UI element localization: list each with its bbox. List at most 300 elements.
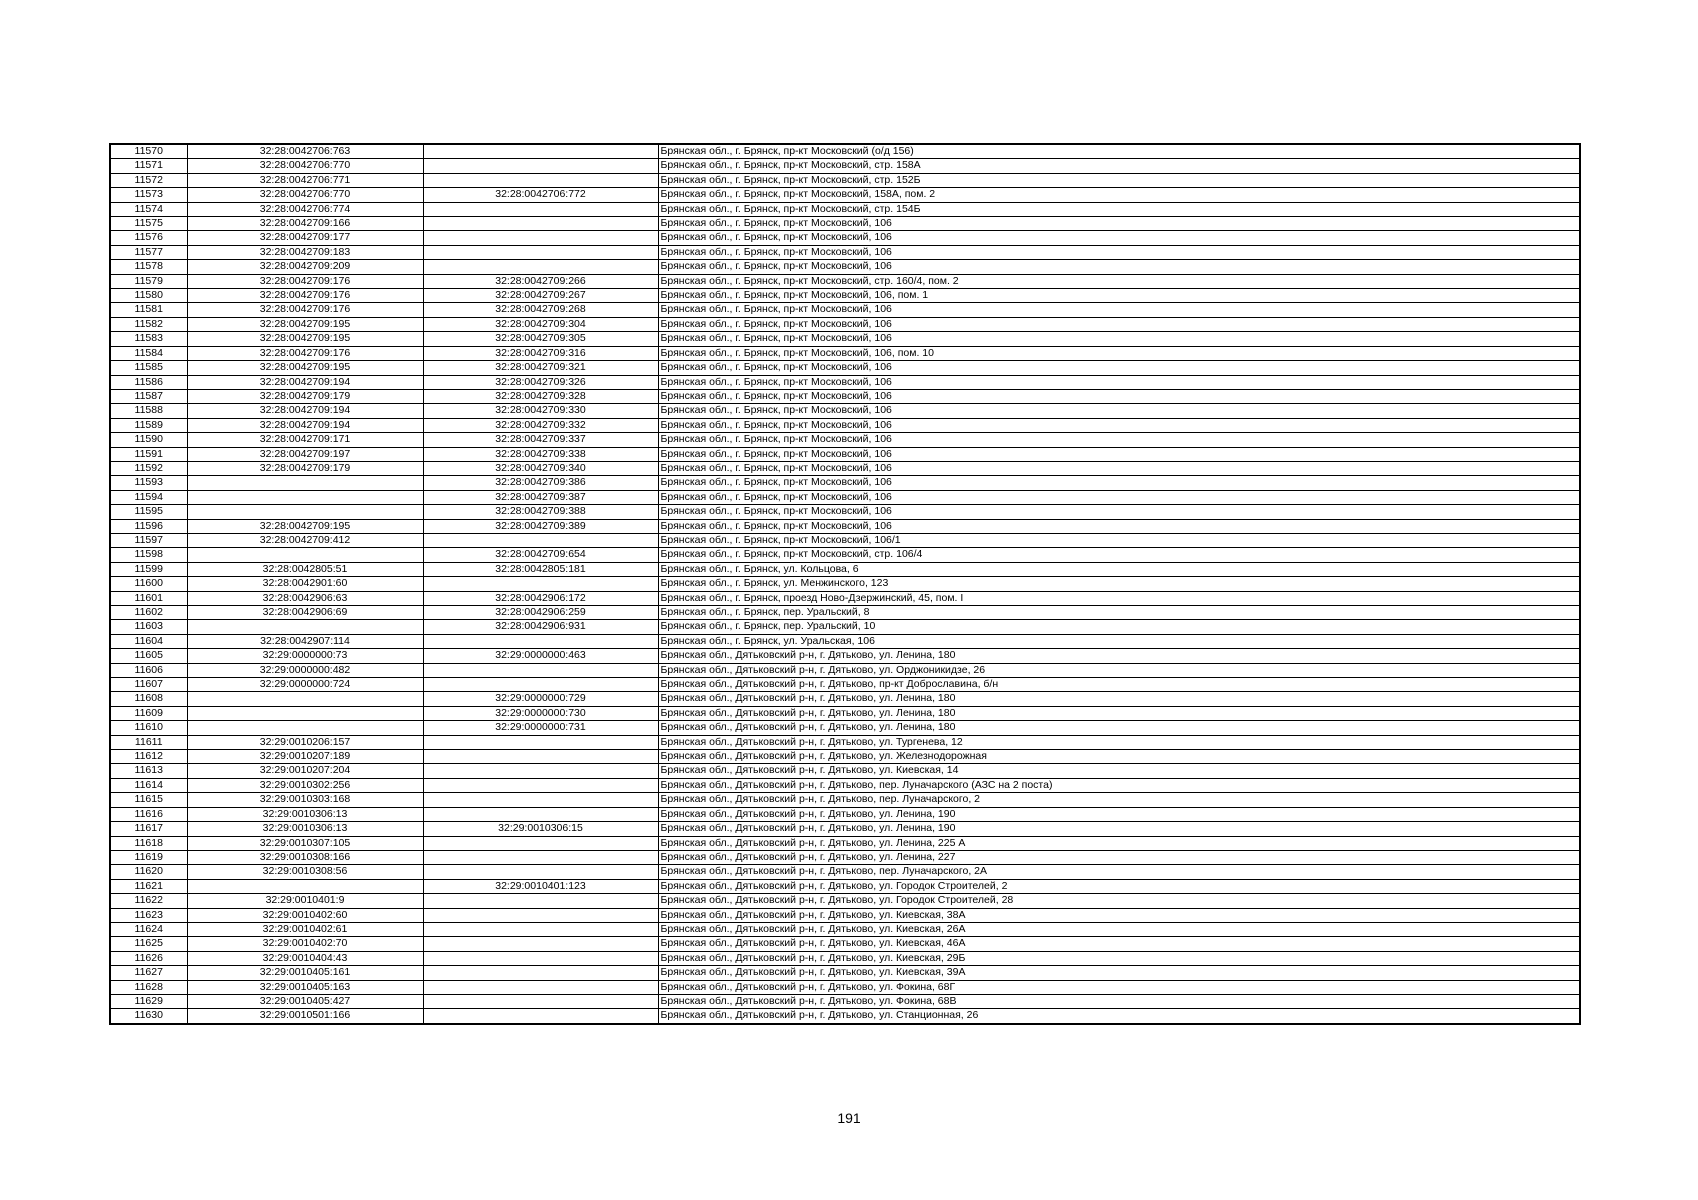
table-row — [110, 706, 1580, 720]
row-number-cell: 11616 — [110, 807, 187, 821]
address-cell: Брянская обл., г. Брянск, пр-кт Московский, 106 — [658, 476, 1580, 490]
cadastral-number-cell: 32:28:0042709:194 — [187, 375, 423, 389]
row-number-cell: 11592 — [110, 461, 187, 475]
related-cadastral-number-cell: 32:29:0000000:463 — [423, 649, 658, 663]
row-number-cell: 11628 — [110, 980, 187, 994]
address-cell: Брянская обл., г. Брянск, пр-кт Московский, 106 — [658, 361, 1580, 375]
address-cell: Брянская обл., г. Брянск, ул. Кольцова, 6 — [658, 562, 1580, 576]
address-cell: Брянская обл., Дятьковский р-н, г. Дятьково, ул. Железнодорожная — [658, 750, 1580, 764]
cadastral-number-cell: 32:28:0042709:194 — [187, 418, 423, 432]
row-number-cell: 11590 — [110, 433, 187, 447]
cadastral-number-cell: 32:29:0010501:166 — [187, 1009, 423, 1024]
row-number-cell: 11586 — [110, 375, 187, 389]
cadastral-number-cell: 32:28:0042709:176 — [187, 289, 423, 303]
cadastral-number-cell: 32:28:0042709:195 — [187, 317, 423, 331]
cadastral-number-cell: 32:28:0042709:197 — [187, 447, 423, 461]
row-number-cell: 11593 — [110, 476, 187, 490]
cadastral-number-cell: 32:28:0042709:171 — [187, 433, 423, 447]
address-cell: Брянская обл., г. Брянск, пр-кт Московский, 106 — [658, 519, 1580, 533]
table-row — [110, 764, 1580, 778]
table-row — [110, 937, 1580, 951]
row-number-cell: 11617 — [110, 822, 187, 836]
cadastral-number-cell: 32:29:0010405:427 — [187, 994, 423, 1008]
table-row — [110, 822, 1580, 836]
row-number-cell: 11603 — [110, 620, 187, 634]
address-cell: Брянская обл., г. Брянск, пр-кт Московский, 106, пом. 1 — [658, 289, 1580, 303]
cadastral-number-cell — [187, 879, 423, 893]
table-row — [110, 461, 1580, 475]
table-row — [110, 591, 1580, 605]
related-cadastral-number-cell — [423, 966, 658, 980]
table-row — [110, 879, 1580, 893]
cadastral-register-table — [109, 143, 1581, 1025]
row-number-cell: 11629 — [110, 994, 187, 1008]
address-cell: Брянская обл., г. Брянск, пр-кт Московский, стр. 160/4, пом. 2 — [658, 274, 1580, 288]
cadastral-number-cell: 32:28:0042709:195 — [187, 332, 423, 346]
address-cell: Брянская обл., Дятьковский р-н, г. Дятьково, пер. Луначарского, 2 — [658, 793, 1580, 807]
cadastral-number-cell: 32:29:0010206:157 — [187, 735, 423, 749]
related-cadastral-number-cell — [423, 735, 658, 749]
cadastral-number-cell: 32:28:0042709:176 — [187, 274, 423, 288]
row-number-cell: 11601 — [110, 591, 187, 605]
table-row — [110, 663, 1580, 677]
row-number-cell: 11574 — [110, 202, 187, 216]
address-cell: Брянская обл., г. Брянск, пр-кт Московский, стр. 152Б — [658, 173, 1580, 187]
table-row — [110, 217, 1580, 231]
cadastral-number-cell: 32:29:0010401:9 — [187, 894, 423, 908]
address-cell: Брянская обл., г. Брянск, пр-кт Московский, 106 — [658, 461, 1580, 475]
row-number-cell: 11612 — [110, 750, 187, 764]
row-number-cell: 11622 — [110, 894, 187, 908]
address-cell: Брянская обл., Дятьковский р-н, г. Дятьково, ул. Киевская, 38А — [658, 908, 1580, 922]
table-row — [110, 404, 1580, 418]
cadastral-number-cell: 32:28:0042706:771 — [187, 173, 423, 187]
row-number-cell: 11584 — [110, 346, 187, 360]
table-row — [110, 389, 1580, 403]
table-row — [110, 375, 1580, 389]
cadastral-number-cell: 32:28:0042706:770 — [187, 159, 423, 173]
address-cell: Брянская обл., Дятьковский р-н, г. Дятьково, ул. Ленина, 227 — [658, 850, 1580, 864]
table-row — [110, 231, 1580, 245]
cadastral-number-cell: 32:29:0010302:256 — [187, 778, 423, 792]
cadastral-number-cell: 32:28:0042709:195 — [187, 519, 423, 533]
cadastral-number-cell: 32:28:0042709:179 — [187, 389, 423, 403]
row-number-cell: 11621 — [110, 879, 187, 893]
address-cell: Брянская обл., г. Брянск, пр-кт Московский, 106 — [658, 490, 1580, 504]
address-cell: Брянская обл., г. Брянск, пр-кт Московский, 106/1 — [658, 533, 1580, 547]
related-cadastral-number-cell: 32:29:0010306:15 — [423, 822, 658, 836]
table-row — [110, 577, 1580, 591]
table-row — [110, 735, 1580, 749]
row-number-cell: 11573 — [110, 188, 187, 202]
address-cell: Брянская обл., г. Брянск, пр-кт Московский, стр. 158А — [658, 159, 1580, 173]
related-cadastral-number-cell — [423, 850, 658, 864]
table-row — [110, 188, 1580, 202]
table-row — [110, 850, 1580, 864]
table-row — [110, 159, 1580, 173]
row-number-cell: 11606 — [110, 663, 187, 677]
address-cell: Брянская обл., г. Брянск, пер. Уральский, 10 — [658, 620, 1580, 634]
related-cadastral-number-cell — [423, 807, 658, 821]
row-number-cell: 11627 — [110, 966, 187, 980]
address-cell: Брянская обл., г. Брянск, пр-кт Московский, 106 — [658, 505, 1580, 519]
cadastral-number-cell: 32:29:0010402:60 — [187, 908, 423, 922]
row-number-cell: 11619 — [110, 850, 187, 864]
table-row — [110, 274, 1580, 288]
related-cadastral-number-cell: 32:28:0042906:931 — [423, 620, 658, 634]
cadastral-number-cell: 32:29:0000000:73 — [187, 649, 423, 663]
address-cell: Брянская обл., г. Брянск, пр-кт Московский, 106 — [658, 433, 1580, 447]
address-cell: Брянская обл., г. Брянск, пр-кт Московский, 106 — [658, 231, 1580, 245]
related-cadastral-number-cell — [423, 951, 658, 965]
row-number-cell: 11618 — [110, 836, 187, 850]
address-cell: Брянская обл., Дятьковский р-н, г. Дятьково, ул. Киевская, 26А — [658, 922, 1580, 936]
related-cadastral-number-cell — [423, 1009, 658, 1024]
page-number: 191 — [837, 1110, 861, 1126]
cadastral-number-cell — [187, 490, 423, 504]
table-row — [110, 836, 1580, 850]
row-number-cell: 11585 — [110, 361, 187, 375]
related-cadastral-number-cell: 32:28:0042709:340 — [423, 461, 658, 475]
related-cadastral-number-cell — [423, 173, 658, 187]
table-row — [110, 966, 1580, 980]
address-cell: Брянская обл., г. Брянск, пр-кт Московский, 106 — [658, 317, 1580, 331]
address-cell: Брянская обл., г. Брянск, пр-кт Московский, 106 — [658, 404, 1580, 418]
cadastral-number-cell — [187, 505, 423, 519]
address-cell: Брянская обл., Дятьковский р-н, г. Дятьково, ул. Киевская, 46А — [658, 937, 1580, 951]
address-cell: Брянская обл., г. Брянск, пр-кт Московский, стр. 154Б — [658, 202, 1580, 216]
address-cell: Брянская обл., Дятьковский р-н, г. Дятьково, ул. Тургенева, 12 — [658, 735, 1580, 749]
related-cadastral-number-cell — [423, 980, 658, 994]
row-number-cell: 11620 — [110, 865, 187, 879]
row-number-cell: 11599 — [110, 562, 187, 576]
row-number-cell: 11575 — [110, 217, 187, 231]
cadastral-number-cell: 32:29:0010207:189 — [187, 750, 423, 764]
row-number-cell: 11587 — [110, 389, 187, 403]
table-row — [110, 260, 1580, 274]
related-cadastral-number-cell: 32:28:0042709:332 — [423, 418, 658, 432]
address-cell: Брянская обл., г. Брянск, пр-кт Московский, 106 — [658, 260, 1580, 274]
related-cadastral-number-cell: 32:29:0000000:731 — [423, 721, 658, 735]
table-row — [110, 418, 1580, 432]
address-cell: Брянская обл., г. Брянск, пр-кт Московский, 106 — [658, 245, 1580, 259]
address-cell: Брянская обл., г. Брянск, пр-кт Московский, 106 — [658, 418, 1580, 432]
related-cadastral-number-cell — [423, 577, 658, 591]
address-cell: Брянская обл., Дятьковский р-н, г. Дятьково, ул. Ленина, 190 — [658, 807, 1580, 821]
related-cadastral-number-cell: 32:28:0042709:389 — [423, 519, 658, 533]
row-number-cell: 11576 — [110, 231, 187, 245]
table-row — [110, 548, 1580, 562]
related-cadastral-number-cell: 32:29:0010401:123 — [423, 879, 658, 893]
table-row — [110, 433, 1580, 447]
related-cadastral-number-cell — [423, 260, 658, 274]
cadastral-number-cell: 32:29:0010405:163 — [187, 980, 423, 994]
table-row — [110, 678, 1580, 692]
table-row — [110, 447, 1580, 461]
address-cell: Брянская обл., г. Брянск, пр-кт Московский, 158А, пом. 2 — [658, 188, 1580, 202]
related-cadastral-number-cell: 32:28:0042709:321 — [423, 361, 658, 375]
related-cadastral-number-cell — [423, 922, 658, 936]
related-cadastral-number-cell: 32:28:0042709:267 — [423, 289, 658, 303]
table-row — [110, 750, 1580, 764]
table-row — [110, 606, 1580, 620]
related-cadastral-number-cell — [423, 764, 658, 778]
table-row — [110, 346, 1580, 360]
related-cadastral-number-cell: 32:28:0042709:268 — [423, 303, 658, 317]
address-cell: Брянская обл., Дятьковский р-н, г. Дятьково, пер. Луначарского, 2А — [658, 865, 1580, 879]
row-number-cell: 11605 — [110, 649, 187, 663]
table-row — [110, 202, 1580, 216]
address-cell: Брянская обл., Дятьковский р-н, г. Дятьково, ул. Ленина, 180 — [658, 649, 1580, 663]
address-cell: Брянская обл., Дятьковский р-н, г. Дятьково, ул. Ленина, 180 — [658, 706, 1580, 720]
related-cadastral-number-cell — [423, 908, 658, 922]
related-cadastral-number-cell: 32:28:0042709:305 — [423, 332, 658, 346]
table-row — [110, 951, 1580, 965]
address-cell: Брянская обл., г. Брянск, пр-кт Московский, 106 — [658, 303, 1580, 317]
cadastral-number-cell — [187, 706, 423, 720]
related-cadastral-number-cell — [423, 750, 658, 764]
row-number-cell: 11624 — [110, 922, 187, 936]
address-cell: Брянская обл., г. Брянск, пр-кт Московский, 106 — [658, 389, 1580, 403]
related-cadastral-number-cell: 32:29:0000000:730 — [423, 706, 658, 720]
cadastral-number-cell: 32:29:0010307:105 — [187, 836, 423, 850]
table-row — [110, 173, 1580, 187]
cadastral-number-cell: 32:28:0042709:176 — [187, 303, 423, 317]
address-cell: Брянская обл., Дятьковский р-н, г. Дятьково, ул. Городок Строителей, 2 — [658, 879, 1580, 893]
related-cadastral-number-cell: 32:28:0042709:326 — [423, 375, 658, 389]
table-row — [110, 332, 1580, 346]
table-row — [110, 1009, 1580, 1024]
table-row — [110, 865, 1580, 879]
address-cell: Брянская обл., г. Брянск, пр-кт Московский, 106, пом. 10 — [658, 346, 1580, 360]
cadastral-number-cell: 32:28:0042709:183 — [187, 245, 423, 259]
table-row — [110, 144, 1580, 159]
table-row — [110, 519, 1580, 533]
address-cell: Брянская обл., г. Брянск, пр-кт Московский, 106 — [658, 332, 1580, 346]
cadastral-number-cell: 32:28:0042709:177 — [187, 231, 423, 245]
table-row — [110, 994, 1580, 1008]
address-cell: Брянская обл., г. Брянск, пер. Уральский, 8 — [658, 606, 1580, 620]
address-cell: Брянская обл., г. Брянск, пр-кт Московский, 106 — [658, 217, 1580, 231]
cadastral-number-cell: 32:29:0010405:161 — [187, 966, 423, 980]
cadastral-number-cell: 32:28:0042906:69 — [187, 606, 423, 620]
row-number-cell: 11595 — [110, 505, 187, 519]
related-cadastral-number-cell: 32:28:0042709:386 — [423, 476, 658, 490]
cadastral-number-cell: 32:28:0042706:763 — [187, 144, 423, 159]
table-row — [110, 505, 1580, 519]
row-number-cell: 11607 — [110, 678, 187, 692]
address-cell: Брянская обл., г. Брянск, ул. Уральская, 106 — [658, 634, 1580, 648]
row-number-cell: 11614 — [110, 778, 187, 792]
address-cell: Брянская обл., Дятьковский р-н, г. Дятьково, пер. Луначарского (АЗС на 2 поста) — [658, 778, 1580, 792]
address-cell: Брянская обл., Дятьковский р-н, г. Дятьково, пр-кт Доброславина, б/н — [658, 678, 1580, 692]
row-number-cell: 11591 — [110, 447, 187, 461]
table-row — [110, 303, 1580, 317]
table-row — [110, 289, 1580, 303]
address-cell: Брянская обл., г. Брянск, пр-кт Московский, 106 — [658, 375, 1580, 389]
cadastral-number-cell — [187, 721, 423, 735]
related-cadastral-number-cell — [423, 678, 658, 692]
related-cadastral-number-cell: 32:28:0042709:337 — [423, 433, 658, 447]
related-cadastral-number-cell: 32:28:0042805:181 — [423, 562, 658, 576]
related-cadastral-number-cell — [423, 245, 658, 259]
cadastral-number-cell: 32:28:0042805:51 — [187, 562, 423, 576]
table-row — [110, 533, 1580, 547]
table-body — [110, 144, 1580, 1024]
related-cadastral-number-cell — [423, 937, 658, 951]
address-cell: Брянская обл., г. Брянск, ул. Менжинского, 123 — [658, 577, 1580, 591]
address-cell: Брянская обл., Дятьковский р-н, г. Дятьково, ул. Фокина, 68В — [658, 994, 1580, 1008]
cadastral-number-cell: 32:29:0010404:43 — [187, 951, 423, 965]
related-cadastral-number-cell: 32:28:0042906:259 — [423, 606, 658, 620]
row-number-cell: 11598 — [110, 548, 187, 562]
table-row — [110, 490, 1580, 504]
row-number-cell: 11583 — [110, 332, 187, 346]
table-row — [110, 721, 1580, 735]
cadastral-number-cell — [187, 620, 423, 634]
row-number-cell: 11571 — [110, 159, 187, 173]
related-cadastral-number-cell: 32:28:0042709:338 — [423, 447, 658, 461]
cadastral-number-cell: 32:29:0010308:56 — [187, 865, 423, 879]
cadastral-number-cell: 32:29:0010306:13 — [187, 807, 423, 821]
row-number-cell: 11604 — [110, 634, 187, 648]
row-number-cell: 11581 — [110, 303, 187, 317]
related-cadastral-number-cell — [423, 533, 658, 547]
table-row — [110, 778, 1580, 792]
related-cadastral-number-cell: 32:28:0042709:316 — [423, 346, 658, 360]
cadastral-number-cell: 32:29:0010402:70 — [187, 937, 423, 951]
related-cadastral-number-cell: 32:28:0042709:388 — [423, 505, 658, 519]
row-number-cell: 11596 — [110, 519, 187, 533]
cadastral-number-cell — [187, 476, 423, 490]
row-number-cell: 11625 — [110, 937, 187, 951]
row-number-cell: 11582 — [110, 317, 187, 331]
table-row — [110, 922, 1580, 936]
row-number-cell: 11597 — [110, 533, 187, 547]
related-cadastral-number-cell: 32:28:0042906:172 — [423, 591, 658, 605]
address-cell: Брянская обл., Дятьковский р-н, г. Дятьково, ул. Ленина, 180 — [658, 721, 1580, 735]
address-cell: Брянская обл., Дятьковский р-н, г. Дятьково, ул. Станционная, 26 — [658, 1009, 1580, 1024]
related-cadastral-number-cell: 32:28:0042709:330 — [423, 404, 658, 418]
related-cadastral-number-cell — [423, 231, 658, 245]
table-row — [110, 649, 1580, 663]
related-cadastral-number-cell — [423, 663, 658, 677]
row-number-cell: 11609 — [110, 706, 187, 720]
related-cadastral-number-cell: 32:28:0042709:328 — [423, 389, 658, 403]
row-number-cell: 11588 — [110, 404, 187, 418]
table-row — [110, 562, 1580, 576]
row-number-cell: 11578 — [110, 260, 187, 274]
address-cell: Брянская обл., г. Брянск, проезд Ново-Дзержинский, 45, пом. I — [658, 591, 1580, 605]
cadastral-number-cell — [187, 548, 423, 562]
table-row — [110, 908, 1580, 922]
cadastral-number-cell: 32:29:0010303:168 — [187, 793, 423, 807]
related-cadastral-number-cell — [423, 217, 658, 231]
related-cadastral-number-cell: 32:28:0042709:304 — [423, 317, 658, 331]
related-cadastral-number-cell — [423, 778, 658, 792]
related-cadastral-number-cell: 32:28:0042706:772 — [423, 188, 658, 202]
address-cell: Брянская обл., Дятьковский р-н, г. Дятьково, ул. Орджоникидзе, 26 — [658, 663, 1580, 677]
cadastral-number-cell: 32:28:0042709:412 — [187, 533, 423, 547]
cadastral-number-cell: 32:28:0042709:195 — [187, 361, 423, 375]
address-cell: Брянская обл., Дятьковский р-н, г. Дятьково, ул. Киевская, 14 — [658, 764, 1580, 778]
table-row — [110, 245, 1580, 259]
related-cadastral-number-cell: 32:28:0042709:387 — [423, 490, 658, 504]
related-cadastral-number-cell — [423, 793, 658, 807]
table-row — [110, 476, 1580, 490]
related-cadastral-number-cell: 32:28:0042709:654 — [423, 548, 658, 562]
table-row — [110, 317, 1580, 331]
cadastral-number-cell: 32:28:0042906:63 — [187, 591, 423, 605]
cadastral-number-cell: 32:29:0000000:724 — [187, 678, 423, 692]
address-cell: Брянская обл., Дятьковский р-н, г. Дятьково, ул. Ленина, 225 А — [658, 836, 1580, 850]
row-number-cell: 11580 — [110, 289, 187, 303]
related-cadastral-number-cell — [423, 865, 658, 879]
row-number-cell: 11600 — [110, 577, 187, 591]
table-row — [110, 980, 1580, 994]
address-cell: Брянская обл., г. Брянск, пр-кт Московский (о/д 156) — [658, 144, 1580, 159]
table-row — [110, 692, 1580, 706]
table-row — [110, 894, 1580, 908]
table-row — [110, 620, 1580, 634]
related-cadastral-number-cell — [423, 836, 658, 850]
related-cadastral-number-cell: 32:29:0000000:729 — [423, 692, 658, 706]
row-number-cell: 11594 — [110, 490, 187, 504]
row-number-cell: 11589 — [110, 418, 187, 432]
related-cadastral-number-cell — [423, 994, 658, 1008]
row-number-cell: 11626 — [110, 951, 187, 965]
table-row — [110, 634, 1580, 648]
row-number-cell: 11577 — [110, 245, 187, 259]
cadastral-number-cell — [187, 692, 423, 706]
row-number-cell: 11630 — [110, 1009, 187, 1024]
cadastral-number-cell: 32:28:0042709:179 — [187, 461, 423, 475]
cadastral-number-cell: 32:29:0010308:166 — [187, 850, 423, 864]
row-number-cell: 11602 — [110, 606, 187, 620]
related-cadastral-number-cell — [423, 144, 658, 159]
row-number-cell: 11610 — [110, 721, 187, 735]
address-cell: Брянская обл., Дятьковский р-н, г. Дятьково, ул. Городок Строителей, 28 — [658, 894, 1580, 908]
cadastral-number-cell: 32:28:0042706:774 — [187, 202, 423, 216]
related-cadastral-number-cell — [423, 634, 658, 648]
related-cadastral-number-cell — [423, 202, 658, 216]
cadastral-number-cell: 32:28:0042709:194 — [187, 404, 423, 418]
address-cell: Брянская обл., г. Брянск, пр-кт Московский, стр. 106/4 — [658, 548, 1580, 562]
table-row — [110, 807, 1580, 821]
row-number-cell: 11615 — [110, 793, 187, 807]
cadastral-number-cell: 32:29:0010402:61 — [187, 922, 423, 936]
address-cell: Брянская обл., Дятьковский р-н, г. Дятьково, ул. Ленина, 180 — [658, 692, 1580, 706]
cadastral-number-cell: 32:28:0042901:60 — [187, 577, 423, 591]
row-number-cell: 11570 — [110, 144, 187, 159]
address-cell: Брянская обл., Дятьковский р-н, г. Дятьково, ул. Киевская, 29Б — [658, 951, 1580, 965]
cadastral-number-cell: 32:29:0010306:13 — [187, 822, 423, 836]
cadastral-number-cell: 32:29:0010207:204 — [187, 764, 423, 778]
address-cell: Брянская обл., Дятьковский р-н, г. Дятьково, ул. Ленина, 190 — [658, 822, 1580, 836]
cadastral-number-cell: 32:28:0042709:176 — [187, 346, 423, 360]
cadastral-number-cell: 32:28:0042706:770 — [187, 188, 423, 202]
cadastral-number-cell: 32:28:0042907:114 — [187, 634, 423, 648]
row-number-cell: 11613 — [110, 764, 187, 778]
address-cell: Брянская обл., г. Брянск, пр-кт Московский, 106 — [658, 447, 1580, 461]
cadastral-number-cell: 32:28:0042709:209 — [187, 260, 423, 274]
row-number-cell: 11572 — [110, 173, 187, 187]
table-row — [110, 793, 1580, 807]
table-row — [110, 361, 1580, 375]
row-number-cell: 11611 — [110, 735, 187, 749]
row-number-cell: 11579 — [110, 274, 187, 288]
related-cadastral-number-cell — [423, 894, 658, 908]
